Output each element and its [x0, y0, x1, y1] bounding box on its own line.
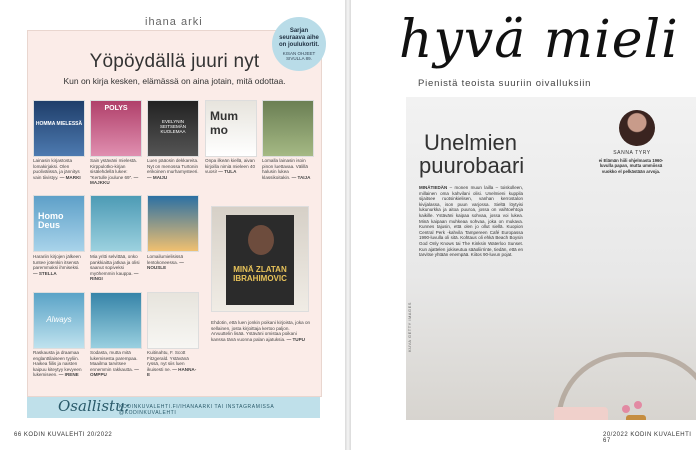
book-cover: POLYS [90, 100, 142, 157]
vase-shape [626, 415, 646, 420]
book-caption: Ehdotin, että luen jonkin poikani kirjoista, joka on sellainen, josta kirjoittaja kertoo paljon. Arvuuttelin lisää. Ystäväni omistaa poikani kanssa tänä vuonna palan ajatuksia. — TUPU [211, 320, 311, 342]
book-cover [262, 100, 314, 157]
book-cover [90, 292, 142, 349]
author-bio: ei Elämän hiili ohjelmasta 1960-luvulla papan, mutta ummiissä vuokko el pelkästään arvoja. [598, 158, 664, 174]
book-cover: EVELYNIN SEITSEMÄN KUOLEMAA [147, 100, 199, 157]
book-cover: HOMMA MIELESSÄ [33, 100, 85, 157]
article-body: MINÄTIEDÄN – monen muun lailla – toiskolleen, millainen oma kahvilani olisi. Unelmieni kuppila sijaitsee ruotsinkielisen, vanhan kerrostalon kivijalassa, ison puun varjossa. Sieltä löytyisi lukunurkka ja aitoa puuroa, jossa on vaihtoehtoja kaikille. Ystäväni kaipaa sohvaa, jossa voi lukea. Minä kaipaan muhkeaa sohvaa, joka on mukava. Kunnes tajusin, että olen jo ollut siellä. Kuopion Central Perk -kahvila Tampereen Café Europassa 1990-luvulla oli sitä. Kohtaus oli ehkä Beach Boysin God Only Knows tai The Kinksin Waterloo Sunset. Kun ajattelen jokiseutua sääoliirrinte, tiedän, että en tarvitse yhtään enempää. Kiitos 90-luvun pojat. [419, 185, 523, 258]
section-tagline: Pienistä teoista suuriin oivalluksiin [418, 78, 592, 89]
book-caption: Kuitinahtu, F. Scott Fitzgerald. Ystävänä ryssä, nyt siis luen ikuisesti ne. — HANNA-E [147, 350, 197, 378]
zlatan-book-photo: MINÄ ZLATAN IBRAHIMOVIC [211, 206, 309, 312]
participate-link[interactable]: KODINKUVALEHTI.FI/IHANAARKI TAI INSTAGRAMISSA @KODINKUVALEHTI [119, 404, 274, 416]
right-page [351, 0, 696, 450]
book-caption: Harariin kirjojen jälkeen tuntee jotenkin itsensä paremmaksi ihmiseksi. — STELLA [33, 254, 81, 276]
book-caption: Mia yritti selvittää, onko pankkiaitta jatkaa ja olisi saanut sopiveksi myöhemmin kauppa. — RINGI [90, 254, 140, 282]
book-caption: Lainasin kirjastosta lomakirjaksi. Olen puolivälissä, ja jännitys vain tiivistyy. — MARKI [33, 158, 81, 180]
book-cover: Homo Deus [33, 195, 85, 252]
book-caption: Onpa ilkeän kiellä, aivan kirjoilla nimiä mieleen 40 vuosi! — TULA [205, 158, 256, 175]
page-headline: Yöpöydällä juuri nyt [89, 51, 260, 72]
flower-shape [634, 401, 642, 409]
badge-title: Sarjan seuraava aihe on joulukortit. [279, 27, 319, 48]
book-cover [147, 195, 199, 252]
next-topic-badge [272, 17, 326, 71]
left-page [0, 0, 345, 450]
mug-shape [554, 407, 608, 420]
book-caption: Raskausta ja draamaa englanttilaiseen tyyliin. Haikea fiilis ja naisten kaipuu kiteytyy kevyeen lukemiseen. — IRENE [33, 350, 82, 378]
book-cover [147, 292, 199, 349]
page-folio-left: 66 KODIN KUVALEHTI 20/2022 [14, 432, 113, 438]
intro-text: Kun on kirja kesken, elämässä on aina jotain, mitä odottaa. [63, 76, 286, 86]
book-cover: Mum mo [205, 100, 257, 157]
photo-credit: KUVA GETTY IMAGES [407, 302, 412, 352]
book-caption: Lomalla lainasin isoin pinon luettavaa. Välillä halusin lukea klassikoitakin. — TAIJA [262, 158, 311, 180]
participate-title: Osallistu: [58, 397, 130, 415]
article-title-line1: Unelmien [424, 130, 517, 155]
book-caption: Sain ystäväni mielestä. Kirppulotko-kirjan sisälehdellä lukee: ”Kertulle joulune 69”. — MAJKKU [90, 158, 139, 186]
page-folio-right: 20/2022 KODIN KUVALEHTI 67 [603, 432, 692, 444]
book-cover [90, 195, 142, 252]
book-cover: Always [33, 292, 85, 349]
book-caption: Sodasta, mutta mitä lukemisesta parempaa. Maailma tarvitsee ennemmin rakkautta. — OMPPU [90, 350, 139, 378]
book-caption: Luen pääosin dekkareita. Nyt on menossa Turtonin erikoinen murhamysteeri. — MAIJU [147, 158, 199, 180]
section-script-title: hyvä mieli [399, 10, 679, 70]
author-name: SANNA TYRY [613, 150, 651, 156]
author-avatar [619, 110, 655, 146]
badge-subtitle: KISAN OHJEET SIVULLA 89. [282, 50, 316, 61]
section-label: ihana arki [145, 16, 203, 28]
participate-banner [27, 397, 320, 418]
book-caption: Lomailumielisissä lentokoneessa. — NOUSLE [147, 254, 184, 271]
article-title-line2: puurobaari [419, 153, 525, 178]
flower-shape [622, 405, 630, 413]
